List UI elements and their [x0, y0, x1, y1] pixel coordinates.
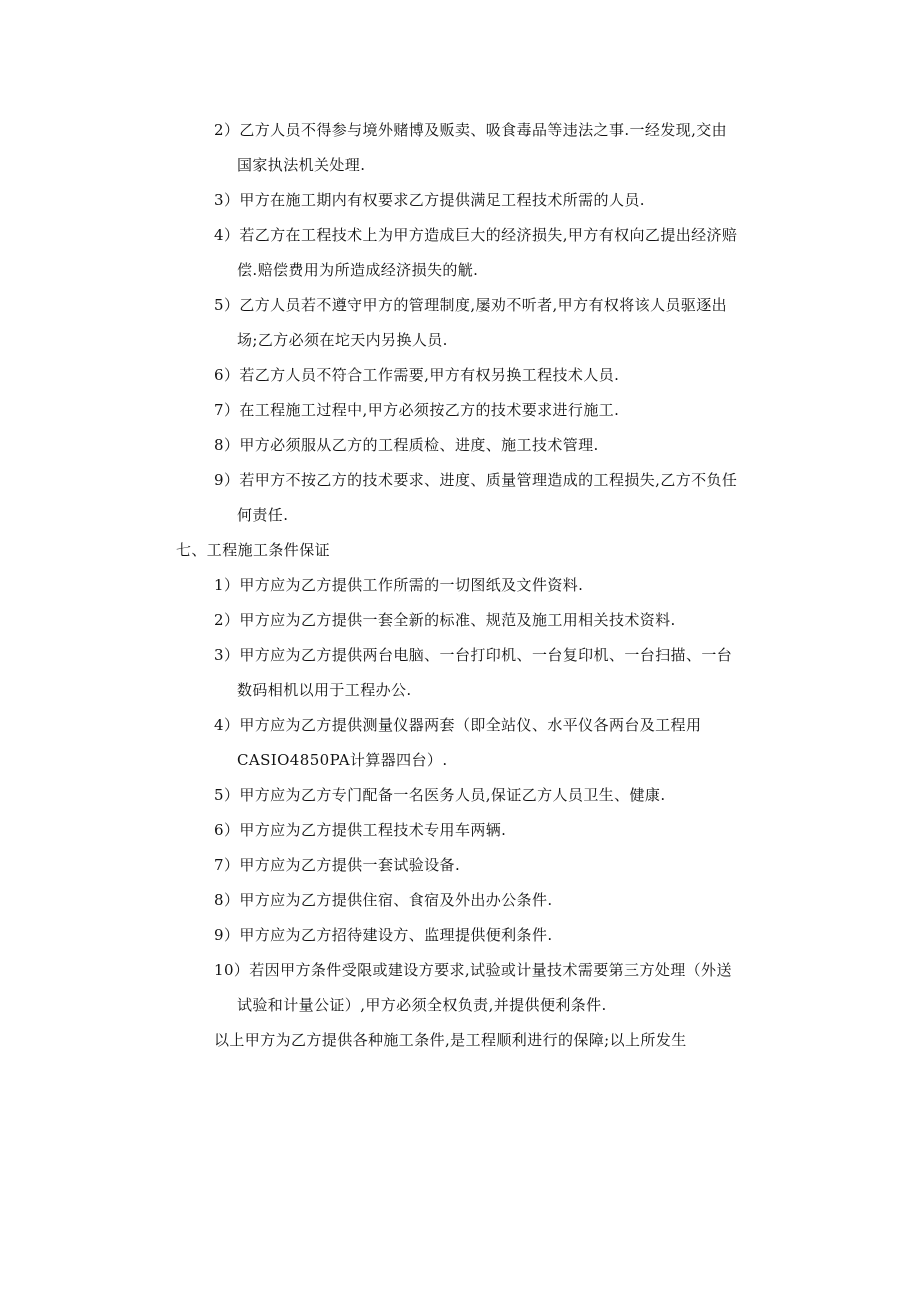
section-heading: 七、工程施工条件保证 [176, 541, 331, 559]
list-item-line: 2）甲方应为乙方提供一套全新的标准、规范及施工用相关技术资料. [214, 611, 676, 629]
list-item-line: 4）若乙方在工程技术上为甲方造成巨大的经济损失,甲方有权向乙提出经济赔 [214, 226, 738, 244]
list-item-line: 6）若乙方人员不符合工作需要,甲方有权另换工程技术人员. [214, 366, 620, 384]
list-item-line: 10）若因甲方条件受限或建设方要求,试验或计量技术需要第三方处理（外送 [214, 961, 732, 979]
list-item-line: 4）甲方应为乙方提供测量仪器两套（即全站仪、水平仪各两台及工程用 [214, 716, 702, 734]
list-item-line: 7）甲方应为乙方提供一套试验设备. [214, 856, 461, 874]
list-item-line: 9）若甲方不按乙方的技术要求、进度、质量管理造成的工程损失,乙方不负任 [214, 471, 738, 489]
contract-text [0, 118, 920, 1063]
list-item-line: 3）甲方应为乙方提供两台电脑、一台打印机、一台复印机、一台扫描、一台 [214, 646, 733, 664]
list-item-line: 试验和计量公证）,甲方必须全权负责,并提供便利条件. [237, 996, 607, 1014]
list-item-line: 9）甲方应为乙方招待建设方、监理提供便利条件. [214, 926, 553, 944]
list-item-line: 5）甲方应为乙方专门配备一名医务人员,保证乙方人员卫生、健康. [214, 786, 666, 804]
list-item-line: CASIO4850PA计算器四台）. [237, 751, 448, 769]
list-item-line: 8）甲方必须服从乙方的工程质检、进度、施工技术管理. [214, 436, 599, 454]
list-item-line: 2）乙方人员不得参与境外赌博及贩卖、吸食毒品等违法之事.一经发现,交由 [214, 121, 728, 139]
list-item-line: 偿.赔偿费用为所造成经济损失的觥. [237, 261, 479, 279]
list-item-line: 3）甲方在施工期内有权要求乙方提供满足工程技术所需的人员. [214, 191, 645, 209]
list-item-line: 场;乙方必须在坨天内另换人员. [237, 331, 448, 349]
list-item-line: 何责任. [237, 506, 289, 524]
list-item-line: 7）在工程施工过程中,甲方必须按乙方的技术要求进行施工. [214, 401, 620, 419]
closing-paragraph: 以上甲方为乙方提供各种施工条件,是工程顺利进行的保障;以上所发生 [214, 1031, 687, 1049]
list-item-line: 6）甲方应为乙方提供工程技术专用车两辆. [214, 821, 507, 839]
list-item-line: 1）甲方应为乙方提供工作所需的一切图纸及文件资料. [214, 576, 584, 594]
list-item-line: 5）乙方人员若不遵守甲方的管理制度,屡劝不听者,甲方有权将该人员驱逐出 [214, 296, 728, 314]
list-item-line: 国家执法机关处理. [237, 156, 366, 174]
list-item-line: 数码相机以用于工程办公. [237, 681, 412, 699]
list-item-line: 8）甲方应为乙方提供住宿、食宿及外出办公条件. [214, 891, 553, 909]
